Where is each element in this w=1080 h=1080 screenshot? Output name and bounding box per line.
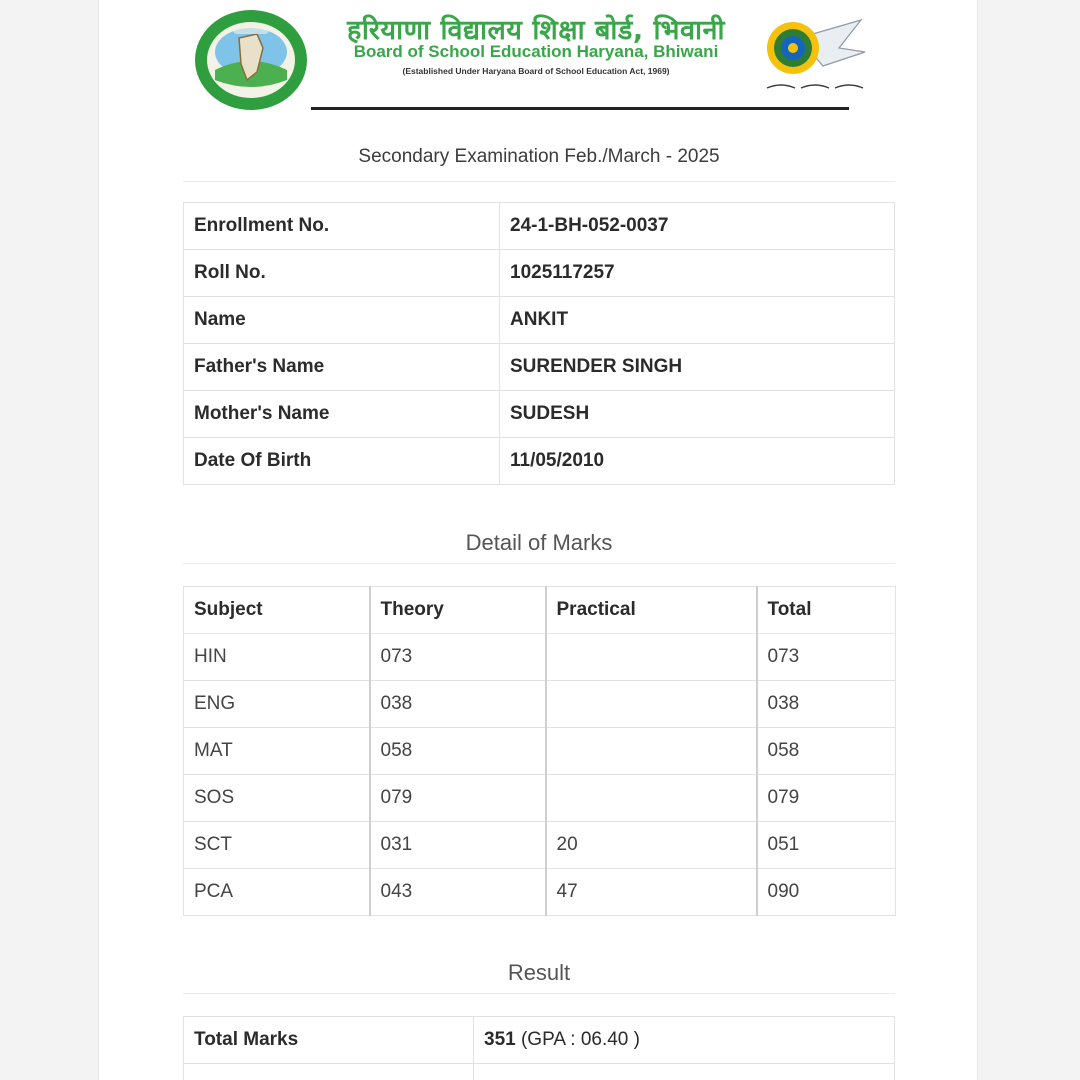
column-header: Total: [757, 587, 896, 634]
table-row: [184, 634, 896, 681]
subject-cell: SCT: [184, 822, 370, 869]
board-header: [99, 0, 979, 120]
table-row: [184, 344, 895, 391]
column-header: Practical: [546, 587, 757, 634]
table-row: [184, 822, 896, 869]
header-divider: [311, 107, 849, 110]
practical-cell: [546, 775, 757, 822]
board-name-english: Board of School Education Haryana, Bhiwani: [353, 42, 719, 61]
board-established-note: (Established Under Haryana Board of School Education Act, 1969): [402, 66, 670, 76]
table-header-row: [184, 587, 896, 634]
table-row: [184, 438, 895, 485]
board-emblem-icon: [761, 8, 873, 104]
column-header: Theory: [370, 587, 546, 634]
total-marks-value-cell: [474, 1017, 895, 1064]
total-marks-label: Total Marks: [184, 1017, 474, 1064]
theory-cell: 043: [370, 869, 546, 916]
total-cell: 051: [757, 822, 896, 869]
table-row: [184, 1064, 895, 1080]
table-row: [184, 728, 896, 775]
info-label: Roll No.: [184, 250, 500, 297]
exam-title: Secondary Examination Feb./March - 2025: [183, 146, 895, 182]
total-cell: 073: [757, 634, 896, 681]
info-value: 11/05/2010: [500, 438, 895, 485]
result-sheet: [98, 0, 978, 1080]
theory-cell: 038: [370, 681, 546, 728]
total-cell: 058: [757, 728, 896, 775]
info-value: SUDESH: [500, 391, 895, 438]
subject-cell: SOS: [184, 775, 370, 822]
info-value: ANKIT: [500, 297, 895, 344]
practical-cell: [546, 728, 757, 775]
gpa-text: (GPA : 06.40 ): [520, 1029, 640, 1050]
result-value: [474, 1064, 895, 1080]
table-row: [184, 1017, 895, 1064]
result-label: [184, 1064, 474, 1080]
practical-cell: [546, 634, 757, 681]
theory-cell: 079: [370, 775, 546, 822]
table-row: [184, 297, 895, 344]
subject-cell: PCA: [184, 869, 370, 916]
practical-cell: 47: [546, 869, 757, 916]
haryana-board-seal-icon: [193, 8, 309, 112]
table-row: [184, 869, 896, 916]
column-header: Subject: [184, 587, 370, 634]
info-label: Father's Name: [184, 344, 500, 391]
result-table: [183, 1016, 895, 1080]
total-cell: 038: [757, 681, 896, 728]
table-row: [184, 775, 896, 822]
subject-cell: HIN: [184, 634, 370, 681]
marks-table: [183, 586, 896, 916]
table-row: [184, 250, 895, 297]
info-value: 1025117257: [500, 250, 895, 297]
total-cell: 079: [757, 775, 896, 822]
info-value: 24-1-BH-052-0037: [500, 203, 895, 250]
total-marks-value: 351: [484, 1029, 516, 1050]
marks-title: Detail of Marks: [183, 530, 895, 564]
table-row: [184, 391, 895, 438]
info-label: Enrollment No.: [184, 203, 500, 250]
student-info-table: [183, 202, 895, 485]
theory-cell: 058: [370, 728, 546, 775]
subject-cell: ENG: [184, 681, 370, 728]
info-label: Mother's Name: [184, 391, 500, 438]
theory-cell: 031: [370, 822, 546, 869]
info-value: SURENDER SINGH: [500, 344, 895, 391]
info-label: Date Of Birth: [184, 438, 500, 485]
total-cell: 090: [757, 869, 896, 916]
result-title: Result: [183, 960, 895, 994]
practical-cell: [546, 681, 757, 728]
theory-cell: 073: [370, 634, 546, 681]
info-label: Name: [184, 297, 500, 344]
board-name-hindi: हरियाणा विद्यालय शिक्षा बोर्ड, भिवानी: [347, 15, 725, 46]
practical-cell: 20: [546, 822, 757, 869]
subject-cell: MAT: [184, 728, 370, 775]
table-row: [184, 203, 895, 250]
table-row: [184, 681, 896, 728]
